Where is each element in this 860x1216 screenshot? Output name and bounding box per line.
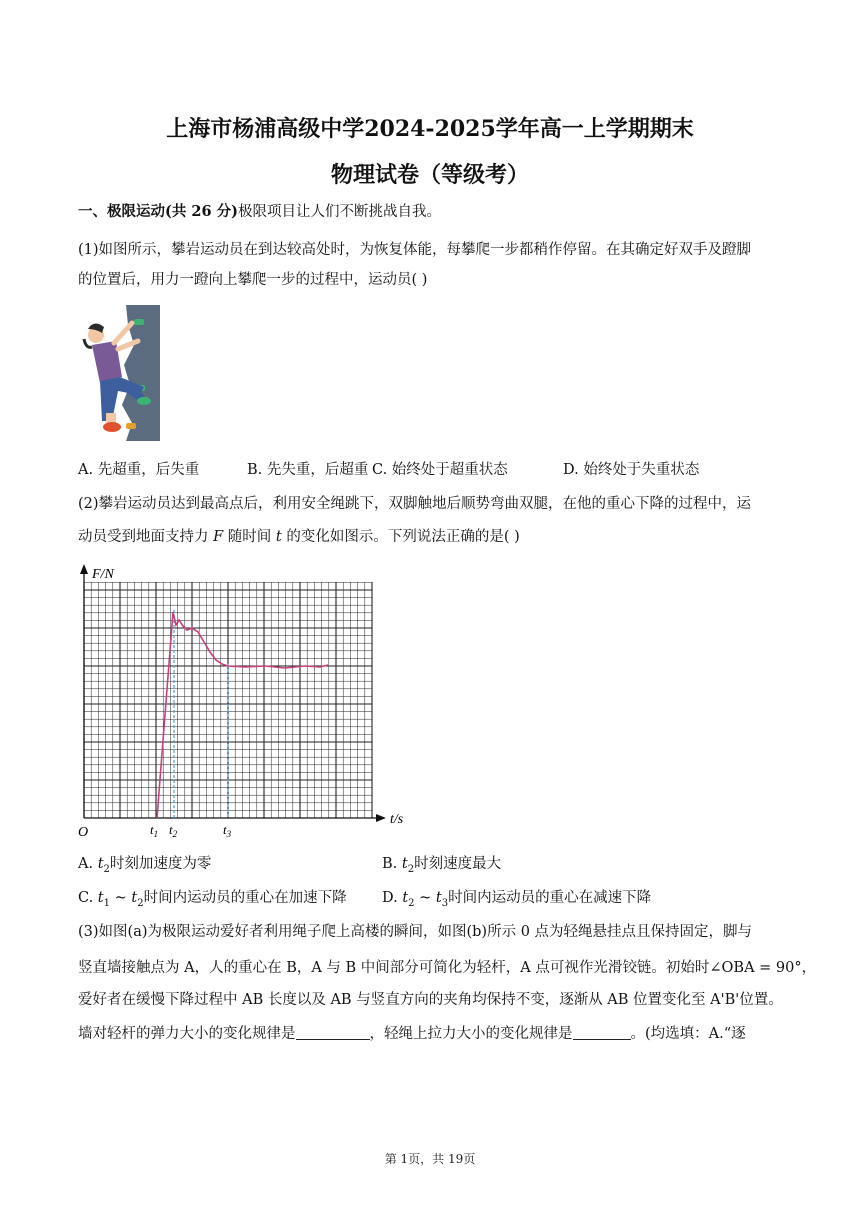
q2-option-c[interactable]: C. $t_1$ ~ $t_2$时间内运动员的重心在加速下降 bbox=[78, 890, 347, 909]
q2-text-line1: (2)攀岩运动员达到最高点后，利用安全绳跳下，双脚触地后顺势弯曲双腿，在他的重心下降的过程中，运 bbox=[78, 496, 752, 512]
q1-text-line1: (1)如图所示，攀岩运动员在到达较高处时，为恢复体能，每攀爬一步都稍作停留。在其确定好双手及蹬脚 bbox=[78, 242, 752, 258]
q3-prompt-rope: ，轻绳上拉力大小的变化规律是 bbox=[369, 1026, 573, 1042]
tick-t1: $t_1$ bbox=[150, 822, 159, 839]
force-time-graph bbox=[70, 560, 420, 845]
section-title: 一、极限运动(共 26 分) bbox=[78, 203, 238, 220]
q2-text-line2: 动员受到地面支持力 F 随时间 t 的变化如图示。下列说法正确的是( ) bbox=[78, 529, 520, 545]
q1-option-a[interactable]: A. 先超重，后失重 bbox=[78, 462, 200, 478]
q3-text-line4 bbox=[78, 1024, 788, 1044]
exam-subtitle: 物理试卷（等级考） bbox=[330, 162, 529, 188]
tick-t2: $t_2$ bbox=[169, 822, 178, 839]
climber-illustration bbox=[78, 305, 164, 445]
q1-text-line2: 的位置后，用力一蹬向上攀爬一步的过程中，运动员( ) bbox=[78, 272, 428, 288]
q3-text-line3: 爱好者在缓慢下降过程中 AB 长度以及 AB 与竖直方向的夹角均保持不变，逐渐从 AB 位置变化至 A'B'位置。 bbox=[78, 992, 783, 1008]
q1-option-c[interactable]: C. 始终处于超重状态 bbox=[372, 462, 508, 478]
q2-option-a[interactable]: A. $t_2$时刻加速度为零 bbox=[78, 856, 212, 875]
page-footer: 第 1页，共 19页 bbox=[384, 1152, 476, 1166]
section-heading bbox=[78, 202, 788, 222]
origin-label: O bbox=[78, 825, 89, 840]
tick-t3: $t_3$ bbox=[223, 822, 232, 839]
y-axis-label: F/N bbox=[92, 567, 114, 582]
q1-option-b[interactable]: B. 先失重，后超重 bbox=[247, 462, 369, 478]
q2-option-d[interactable]: D. $t_2$ ~ $t_3$时间内运动员的重心在减速下降 bbox=[382, 890, 652, 909]
answer-blank-1[interactable] bbox=[296, 1025, 370, 1040]
q1-option-d[interactable]: D. 始终处于失重状态 bbox=[563, 462, 700, 478]
y-axis-arrow bbox=[80, 564, 88, 574]
q3-text-line1: (3)如图(a)为极限运动爱好者利用绳子爬上高楼的瞬间，如图(b)所示 0 点为轻绳悬挂点且保持固定，脚与 bbox=[78, 924, 753, 940]
x-axis-arrow bbox=[376, 814, 386, 822]
q3-prompt-options: 。(均选填：A.“逐 bbox=[630, 1026, 746, 1042]
q3-text-line2: 竖直墙接触点为 A，人的重心在 B，A 与 B 中间部分可简化为轻杆，A 点可视作光滑铰链。初始时∠OBA = 90°， bbox=[78, 960, 817, 976]
q3-prompt-wall: 墙对轻杆的弹力大小的变化规律是 bbox=[78, 1026, 296, 1042]
exam-title: 上海市杨浦高级中学2024-2025学年高一上学期期末 bbox=[166, 116, 694, 142]
x-axis-label: t/s bbox=[390, 812, 404, 827]
q2-option-b[interactable]: B. $t_2$时刻速度最大 bbox=[382, 856, 502, 875]
answer-blank-2[interactable] bbox=[573, 1025, 631, 1040]
section-intro: 极限项目让人们不断挑战自我。 bbox=[238, 204, 441, 220]
